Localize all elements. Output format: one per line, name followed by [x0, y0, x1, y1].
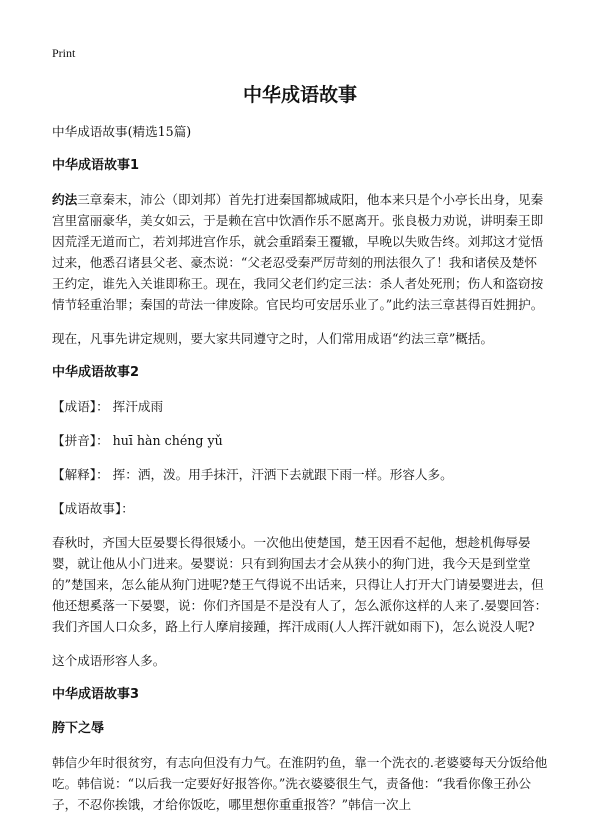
paragraph-lead-word: 约法 [52, 192, 78, 207]
idiom-line: 【成语】： 挥汗成雨 [52, 399, 164, 414]
page-title: 中华成语故事 [242, 84, 357, 106]
story-label: 【成语故事】： [52, 501, 134, 516]
section-3-story: 韩信少年时很贫穷，有志向但没有力气。在淮阴钓鱼，靠一个洗衣的.老婆婆每天分饭给他吃。韩信说：“以后我一定要好好报答你。”洗衣婆婆很生气，责备他：“我看你像王孙公子，不忍你挨饿，才给你饭吃，哪里想你重重报答？”韩信一次上 [52, 755, 548, 812]
section-heading-3: 中华成语故事3 [52, 687, 140, 702]
section-3-subheading: 胯下之辱 [52, 721, 105, 736]
section-heading-2: 中华成语故事2 [52, 365, 140, 380]
explanation-line: 【解释】： 挥：洒，泼。用手抹汗，汗洒下去就跟下雨一样。形容人多。 [52, 467, 453, 482]
article-intro: 中华成语故事(精选15篇) [52, 124, 192, 139]
paragraph-text: 三章秦末，沛公（即刘邦）首先打进秦国都城咸阳，他本来只是个小亭长出身，见秦宫里富丽豪华，美女如云，于是赖在宫中饮酒作乐不愿离开。张良极力劝说，讲明秦王即因荒淫无道而亡，若刘邦进宫作乐，就会重蹈秦王覆辙，早晚以失败告终。刘邦这才觉悟过来，他悉召诸县父老、豪杰说：“父老忍受秦严厉苛刻的刑法很久了！我和诸侯及楚怀王约定，谁先入关谁即称王。现在，我同父老们约定三法：杀人者处死刑；伤人和盗窃按情节轻重治罪；秦国的苛法一律废除。官民均可安居乐业了。”此约法三章甚得百姓拥护。 [52, 192, 544, 312]
section-1-paragraph-2: 现在，凡事先讲定规则，要大家共同遵守之时，人们常用成语“约法三章”概括。 [52, 331, 494, 346]
pinyin-line: 【拼音】： huī hàn chéng yǔ [52, 433, 223, 448]
article-body [52, 121, 548, 828]
section-heading-1: 中华成语故事1 [52, 158, 140, 173]
print-link[interactable]: Print [52, 46, 76, 60]
section-2-closing: 这个成语形容人多。 [52, 653, 166, 668]
section-1-paragraph-1 [52, 189, 548, 315]
section-2-story: 春秋时，齐国大臣晏婴长得很矮小。一次他出使楚国，楚王因看不起他，想趁机侮辱晏婴，就让他从小门进来。晏婴说：只有到狗国去才会从狭小的狗门进，我今天是到堂堂的”楚国来，怎么能从狗门进呢?楚王气得说不出话来，只得让人打开大门请晏婴进去，但他还想奚落一下晏婴，说：你们齐国是不是没有人了，怎么派你这样的人来了.晏婴回答：我们齐国人口众多，路上行人摩肩接踵，挥汗成雨(人人挥汗就如雨下)，怎么说没人呢? [52, 535, 548, 634]
